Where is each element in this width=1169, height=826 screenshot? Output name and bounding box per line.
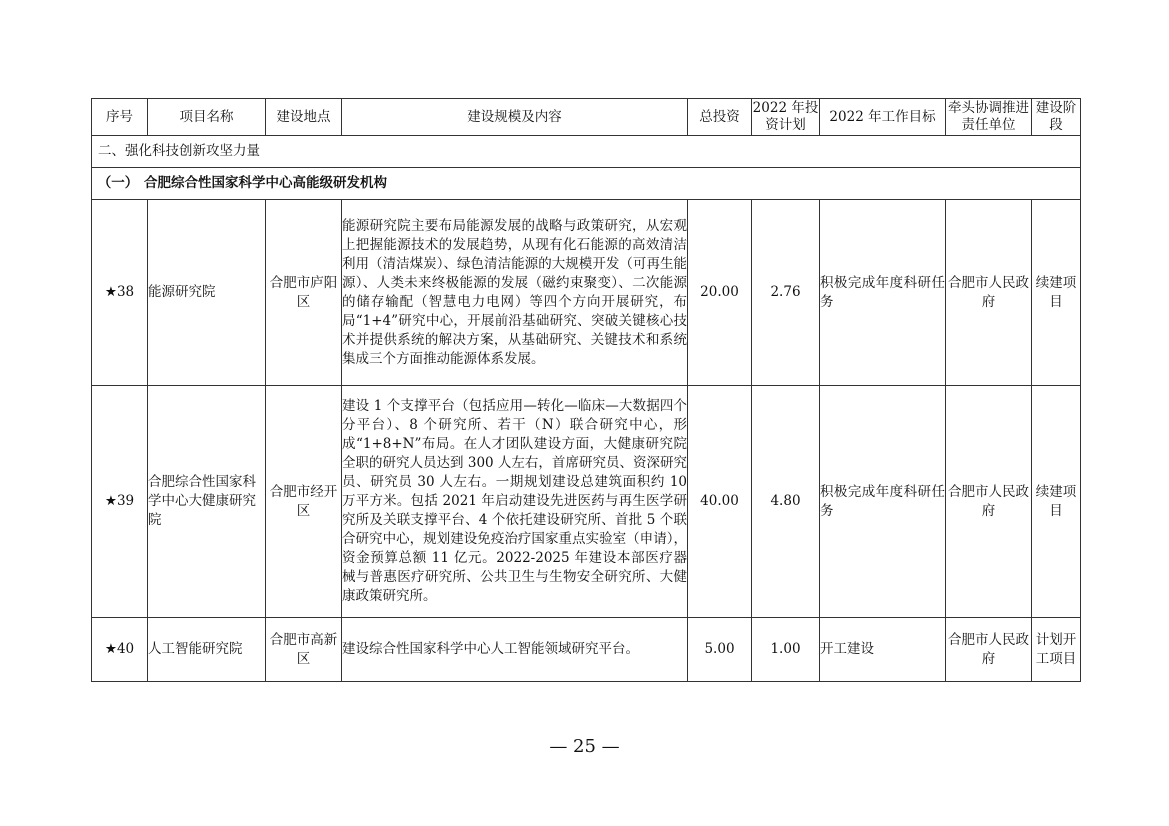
row-goal: 积极完成年度科研任务 xyxy=(820,386,946,618)
row-name: 人工智能研究院 xyxy=(148,618,266,682)
row-name: 能源研究院 xyxy=(148,200,266,386)
row-total: 5.00 xyxy=(688,618,752,682)
row-content: 能源研究院主要布局能源发展的战略与政策研究，从宏观上把握能源技术的发展趋势，从现有化石能源的高效清洁利用（清洁煤炭）、绿色清洁能源的大规模开发（可再生能源）、人类未来终极能源的发展（磁约束聚变）、二次能源的储存输配（智慧电力电网）等四个方向开展研究，布局“1+4”研究中心，开展前沿基础研究、突破关键核心技术并提供系统的解决方案，从基础研究、关键技术和系统集成三个方面推动能源体系发展。 xyxy=(342,200,688,386)
header-stage: 建设阶段 xyxy=(1032,99,1081,136)
row-unit: 合肥市人民政府 xyxy=(946,386,1032,618)
row-content: 建设综合性国家科学中心人工智能领域研究平台。 xyxy=(342,618,688,682)
row-total: 40.00 xyxy=(688,386,752,618)
header-seq: 序号 xyxy=(92,99,148,136)
row-goal: 开工建设 xyxy=(820,618,946,682)
row-location: 合肥市高新区 xyxy=(266,618,342,682)
header-location: 建设地点 xyxy=(266,99,342,136)
header-content: 建设规模及内容 xyxy=(342,99,688,136)
header-row xyxy=(92,99,1081,136)
subsection-title: 合肥综合性国家科学中心高能级研发机构 xyxy=(144,175,387,191)
project-table xyxy=(91,98,1081,682)
row-plan2022: 1.00 xyxy=(752,618,820,682)
row-name: 合肥综合性国家科学中心大健康研究院 xyxy=(148,386,266,618)
row-stage: 续建项目 xyxy=(1032,386,1081,618)
subsection-number: （一） xyxy=(97,175,139,191)
row-id: ★40 xyxy=(92,618,148,682)
row-location: 合肥市庐阳区 xyxy=(266,200,342,386)
row-goal: 积极完成年度科研任务 xyxy=(820,200,946,386)
row-plan2022: 4.80 xyxy=(752,386,820,618)
table-row xyxy=(92,386,1081,618)
row-unit: 合肥市人民政府 xyxy=(946,618,1032,682)
row-total: 20.00 xyxy=(688,200,752,386)
table-row xyxy=(92,200,1081,386)
row-id: ★39 xyxy=(92,386,148,618)
table-row xyxy=(92,618,1081,682)
row-stage: 计划开工项目 xyxy=(1032,618,1081,682)
row-id: ★38 xyxy=(92,200,148,386)
row-unit: 合肥市人民政府 xyxy=(946,200,1032,386)
subsection-row xyxy=(92,168,1081,200)
row-stage: 续建项目 xyxy=(1032,200,1081,386)
header-goal: 2022 年工作目标 xyxy=(820,99,946,136)
row-location: 合肥市经开区 xyxy=(266,386,342,618)
section-row xyxy=(92,136,1081,168)
header-name: 项目名称 xyxy=(148,99,266,136)
row-content: 建设 1 个支撑平台（包括应用—转化—临床—大数据四个分平台）、8 个研究所、若干（N）联合研究中心，形成“1+8+N”布局。在人才团队建设方面，大健康研究院全职的研究人员达到 300 人左右，首席研究员、资深研究员、研究员 30 人左右。一期规划建设总建筑面积约 10 万平方米。包括 2021 年启动建设先进医药与再生医学研究所及关联支撑平台、4 个依托建设研究所、首批 5 个联合研究中心，规划建设免疫治疗国家重点实验室（申请），资金预算总额 11 亿元。2022-2025 年建设本部医疗器械与普惠医疗研究所、公共卫生与生物安全研究所、大健康政策研究所。 xyxy=(342,386,688,618)
section-title: 二、强化科技创新攻坚力量 xyxy=(92,136,1081,168)
header-total: 总投资 xyxy=(688,99,752,136)
row-plan2022: 2.76 xyxy=(752,200,820,386)
header-unit: 牵头协调推进责任单位 xyxy=(946,99,1032,136)
header-plan2022: 2022 年投资计划 xyxy=(752,99,820,136)
page-number: — 25 — xyxy=(549,736,620,757)
